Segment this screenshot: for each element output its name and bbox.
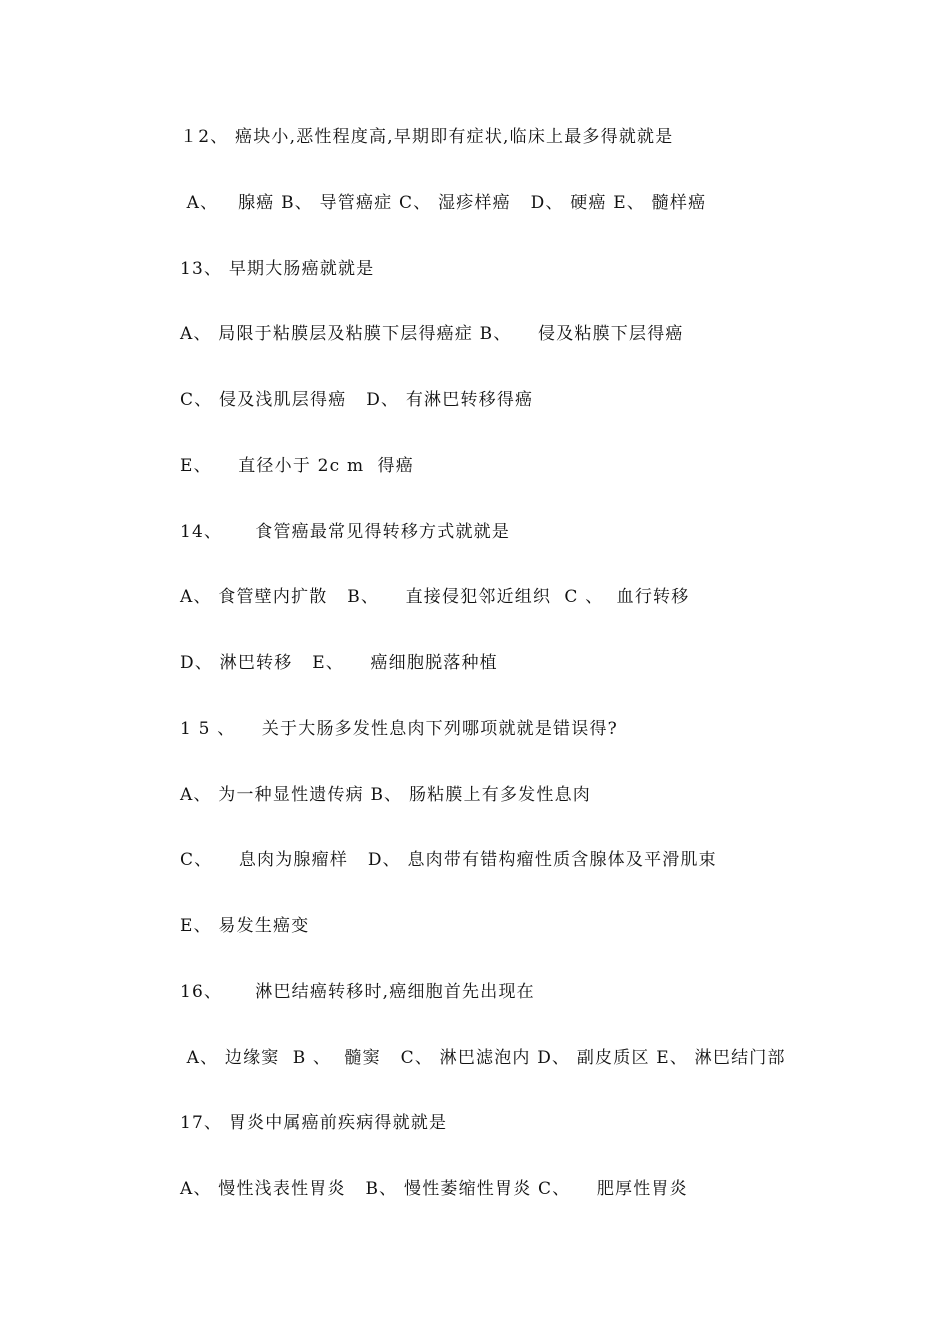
question-15-options-ab: A、 为一种显性遗传病 B、 肠粘膜上有多发性息肉	[180, 785, 591, 805]
question-15-options-cd: C、 息肉为腺瘤样 D、 息肉带有错构瘤性质含腺体及平滑肌束	[180, 850, 717, 870]
question-13-options-ab: A、 局限于粘膜层及粘膜下层得癌症 B、 侵及粘膜下层得癌	[180, 324, 684, 344]
question-17-stem: 17、 胃炎中属癌前疾病得就就是	[180, 1113, 448, 1133]
question-14-options-abc: A、 食管壁内扩散 B、 直接侵犯邻近组织 C 、 血行转移	[180, 587, 690, 607]
question-12-options: A、 腺癌 B、 导管癌症 C、 湿疹样癌 D、 硬癌 E、 髓样癌	[180, 193, 707, 213]
question-13-options-cd: C、 侵及浅肌层得癌 D、 有淋巴转移得癌	[180, 390, 534, 410]
question-15-stem: 1 5 、 关于大肠多发性息肉下列哪项就就是错误得?	[180, 719, 618, 739]
question-12-stem: １2、 癌块小,恶性程度高,早期即有症状,临床上最多得就就是	[180, 127, 674, 147]
question-17-options: A、 慢性浅表性胃炎 B、 慢性萎缩性胃炎 C、 肥厚性胃炎	[180, 1179, 688, 1199]
question-16-stem: 16、 淋巴结癌转移时,癌细胞首先出现在	[180, 982, 535, 1002]
question-15-option-e: E、 易发生癌变	[180, 916, 310, 936]
question-14-stem: 14、 食管癌最常见得转移方式就就是	[180, 522, 511, 542]
question-14-options-de: D、 淋巴转移 E、 癌细胞脱落种植	[180, 653, 498, 673]
question-16-options: A、 边缘窦 B 、 髓窦 C、 淋巴滤泡内 D、 副皮质区 E、 淋巴结门部	[180, 1048, 786, 1068]
question-13-stem: 13、 早期大肠癌就就是	[180, 259, 375, 279]
question-13-option-e: E、 直径小于 2c m 得癌	[180, 456, 414, 476]
